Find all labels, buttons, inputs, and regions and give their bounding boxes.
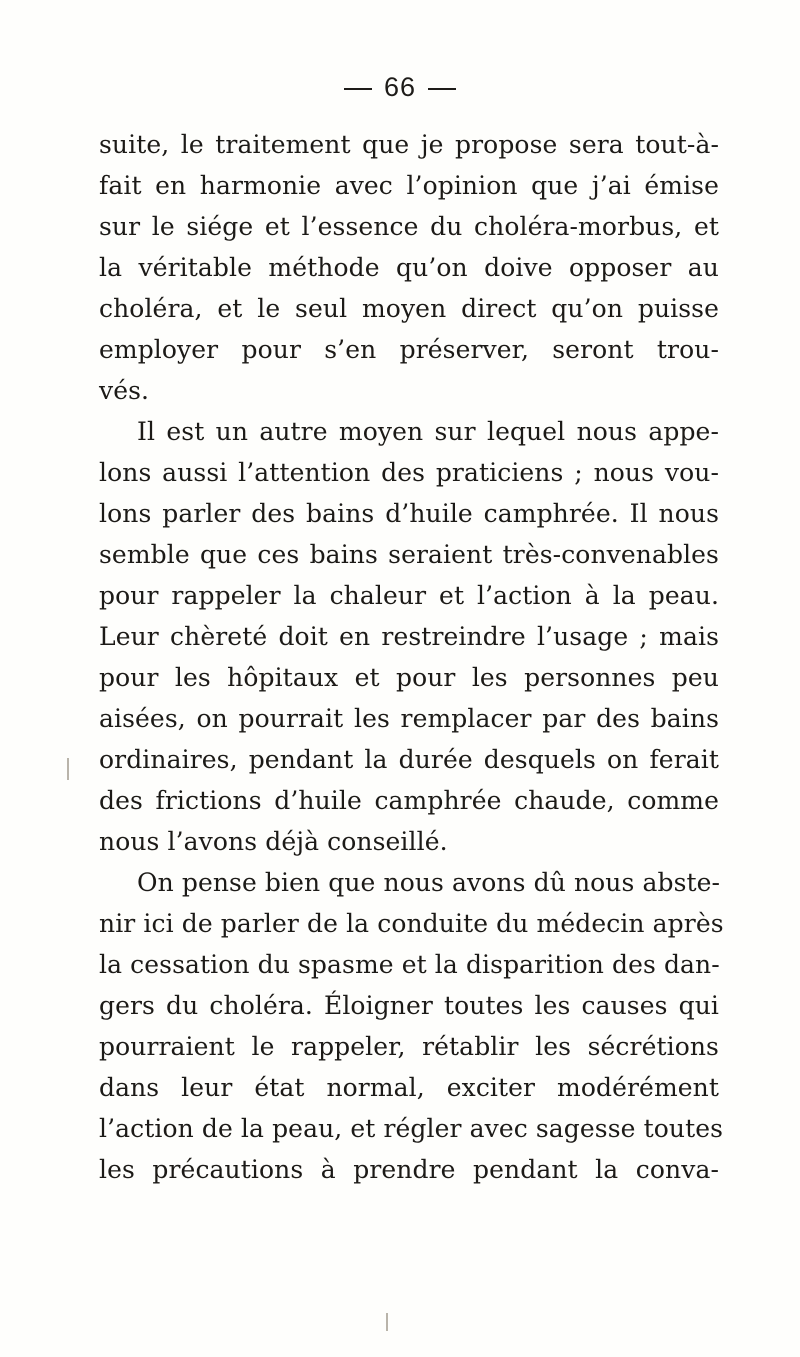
text-line: On pense bien que nous avons dû nous abste- xyxy=(137,868,721,897)
text-line: les précautions à prendre pendant la conva- xyxy=(99,1155,719,1184)
text-line: lons parler des bains d’huile camphrée. Il nous xyxy=(99,499,719,528)
body-text xyxy=(99,124,724,1190)
text-line: semble que ces bains seraient très-convenables xyxy=(99,540,719,569)
page-number: 66 xyxy=(383,72,417,102)
text-line: pour les hôpitaux et pour les personnes peu xyxy=(99,663,719,692)
text-line: des frictions d’huile camphrée chaude, comme xyxy=(99,786,719,815)
page-header xyxy=(0,72,800,103)
header-dash-left xyxy=(344,88,372,90)
text-line: pour rappeler la chaleur et l’action à la peau. xyxy=(99,581,719,610)
text-line: nous l’avons déjà conseillé. xyxy=(99,827,448,856)
text-line: vés. xyxy=(99,376,150,405)
text-line: suite, le traitement que je propose sera tout-à- xyxy=(99,130,719,159)
text-line: lons aussi l’attention des praticiens ; nous vou- xyxy=(99,458,719,487)
text-line: choléra, et le seul moyen direct qu’on puisse xyxy=(99,294,719,323)
text-line: la véritable méthode qu’on doive opposer au xyxy=(99,253,719,282)
text-line: sur le siége et l’essence du choléra-morbus, et xyxy=(99,212,719,241)
margin-mark xyxy=(67,758,69,780)
text-line: ordinaires, pendant la durée desquels on ferait xyxy=(99,745,719,774)
text-line: aisées, on pourrait les remplacer par des bains xyxy=(99,704,719,733)
text-line: la cessation du spasme et la disparition des dan- xyxy=(99,950,720,979)
text-line: nir ici de parler de la conduite du médecin après xyxy=(99,909,724,938)
text-line: l’action de la peau, et régler avec sagesse toutes xyxy=(99,1114,724,1143)
text-line: Il est un autre moyen sur lequel nous appe- xyxy=(137,417,719,446)
header-dash-right xyxy=(428,88,456,90)
text-line: Leur chèreté doit en restreindre l’usage ; mais xyxy=(99,622,719,651)
text-line: fait en harmonie avec l’opinion que j’ai émise xyxy=(99,171,719,200)
text-line: pourraient le rappeler, rétablir les sécrétions xyxy=(99,1032,719,1061)
bottom-mark xyxy=(386,1313,388,1331)
text-line: gers du choléra. Éloigner toutes les causes qui xyxy=(99,991,719,1020)
text-line: dans leur état normal, exciter modérément xyxy=(99,1073,719,1102)
text-line: employer pour s’en préserver, seront trou- xyxy=(99,335,719,364)
